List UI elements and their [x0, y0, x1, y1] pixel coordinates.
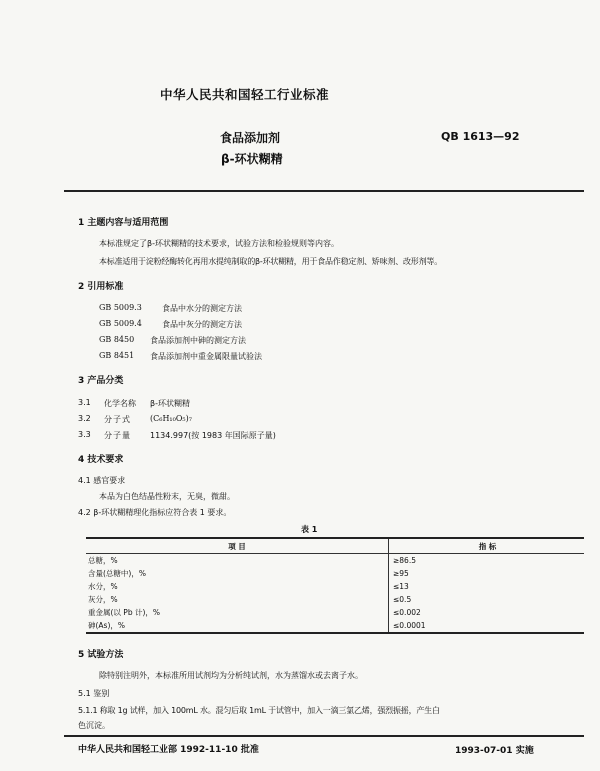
standard-code: QB 1613—92 [441, 130, 520, 143]
approval-line: 中华人民共和国轻工业部 1992-11-10 批准 [78, 745, 259, 755]
table-cell-value: ≤0.5 [393, 595, 412, 604]
header-divider [64, 190, 584, 192]
section-1-para-1: 本标准规定了β-环状糊精的技术要求，试验方法和检验规则等内容。 [99, 239, 339, 248]
table-cell-item: 重金属(以 Pb 计)，% [86, 606, 389, 619]
item-number: 3.2 [78, 414, 91, 423]
document-title-line1: 食品添加剂 [220, 131, 281, 145]
table-row [86, 567, 584, 580]
section-2-heading: 2 引用标准 [78, 282, 124, 292]
table-cell-item: 水分，% [86, 580, 389, 593]
ref-code: GB 8450 [99, 335, 135, 344]
section-5-1-1-line-1: 5.1.1 称取 1g 试样，加入 100mL 水。混匀后取 1mL 于试管中，加入一滴三氯乙烯，强烈振摇，产生白 [78, 706, 440, 715]
spec-table [86, 537, 584, 634]
item-value: β-环状糊精 [150, 399, 190, 408]
item-label: 化学名称 [104, 399, 136, 408]
ref-title: 食品中水分的测定方法 [162, 304, 242, 313]
section-4-2-text: 4.2 β-环状糊精理化指标应符合表 1 要求。 [78, 508, 232, 517]
table-caption: 表 1 [301, 525, 318, 534]
table-row [86, 554, 584, 568]
table-cell-value: ≤13 [393, 582, 409, 591]
table-cell-value: ≥86.5 [393, 556, 416, 565]
item-number: 3.1 [78, 398, 91, 407]
item-number: 3.3 [78, 430, 91, 439]
footer-divider [64, 735, 584, 737]
section-1-heading: 1 主题内容与适用范围 [78, 218, 169, 228]
section-4-1-text: 本品为白色结晶性粉末，无臭，微甜。 [99, 492, 235, 501]
column-header-item: 项 目 [86, 538, 389, 554]
table-cell-value: ≤0.0001 [389, 619, 585, 633]
ref-title: 食品添加剂中砷的测定方法 [150, 336, 246, 345]
section-5-heading: 5 试验方法 [78, 650, 124, 660]
table-cell-item: 灰分，% [86, 593, 389, 606]
item-label: 分子量 [104, 431, 131, 440]
table-header-row [86, 538, 584, 554]
table-row [86, 619, 584, 633]
table-cell-item: 砷(As)，% [86, 619, 389, 633]
ref-title: 食品中灰分的测定方法 [162, 320, 242, 329]
section-1-para-2: 本标准适用于淀粉经酶转化再用水提纯制取的β-环状糊精，用于食品作稳定剂、矫味剂、改形剂等。 [99, 257, 442, 266]
table-row [86, 593, 584, 606]
item-value: (C₆H₁₀O₅)₇ [150, 414, 192, 423]
effective-date: 1993-07-01 实施 [455, 746, 534, 756]
section-5-intro: 除特别注明外，本标准所用试剂均为分析纯试剂，水为蒸馏水或去离子水。 [99, 671, 363, 680]
table-cell-value: ≥95 [393, 569, 409, 578]
issuing-agency: 中华人民共和国轻工行业标准 [160, 87, 330, 102]
table-cell-item: 总糖，% [86, 554, 389, 568]
section-5-1-heading: 5.1 鉴别 [78, 689, 110, 698]
ref-title: 食品添加剂中重金属限量试验法 [150, 352, 262, 361]
table-row [86, 606, 584, 619]
section-5-1-1-line-2: 色沉淀。 [78, 721, 110, 730]
ref-code: GB 8451 [99, 351, 135, 360]
item-label: 分子式 [104, 415, 131, 424]
table-cell-value: ≤0.002 [393, 608, 421, 617]
column-header-index: 指 标 [389, 538, 585, 554]
ref-code: GB 5009.3 [99, 303, 142, 312]
section-4-heading: 4 技术要求 [78, 455, 124, 465]
ref-code: GB 5009.4 [99, 319, 142, 328]
document-title-line2: β-环状糊精 [221, 152, 283, 166]
table-row [86, 580, 584, 593]
section-4-1-heading: 4.1 感官要求 [78, 476, 126, 485]
table-cell-item: 含量(总糖中)，% [86, 567, 389, 580]
item-value: 1134.997(按 1983 年国际原子量) [150, 431, 276, 440]
section-3-heading: 3 产品分类 [78, 376, 124, 386]
